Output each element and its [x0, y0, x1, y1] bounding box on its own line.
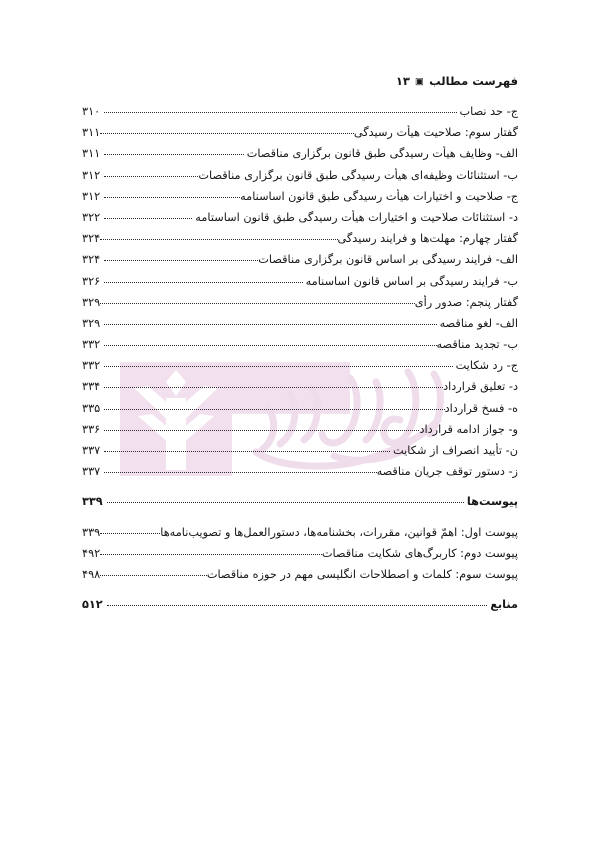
running-head-title: فهرست مطالب	[429, 74, 518, 88]
toc-entry-title: گفتار پنجم: صدور رأی	[414, 295, 518, 309]
toc-entry-page-number: ۳۲۹	[82, 316, 101, 330]
toc-dot-leader	[104, 210, 192, 221]
toc-entry[interactable]	[82, 525, 518, 546]
toc-entry-title: د- استثنائات صلاحیت و اختیارات هیأت رسیدگی طبق قانون اساستامه	[195, 210, 518, 224]
toc-dot-leader	[104, 189, 240, 200]
toc-entry[interactable]	[82, 337, 518, 358]
toc-entry[interactable]	[82, 210, 518, 231]
toc-entry[interactable]	[82, 104, 518, 125]
toc-entry-page-number: ۴۹۸	[82, 567, 101, 581]
toc-entry-title: ج- رد شکایت	[455, 359, 518, 373]
toc-entry-title: ن- تأیید انصراف از شکایت	[393, 444, 518, 457]
toc-dot-leader	[104, 104, 456, 115]
toc-dot-leader	[100, 125, 354, 136]
toc-entry[interactable]	[82, 231, 518, 252]
toc-entry[interactable]	[82, 168, 518, 189]
toc-dot-leader	[100, 231, 337, 242]
toc-entry-page-number: ۳۳۲	[82, 359, 101, 373]
toc-entry[interactable]	[82, 379, 518, 400]
toc-entry[interactable]	[82, 295, 518, 316]
toc-dot-leader	[104, 274, 302, 285]
toc-entry[interactable]	[82, 252, 518, 273]
toc-dot-leader	[104, 358, 452, 369]
toc-entry[interactable]	[82, 494, 518, 515]
toc-entry-page-number: ۳۱۰	[82, 105, 101, 118]
toc-entry-page-number: ۳۳۷	[82, 444, 101, 457]
toc-entry-page-number: ۳۱۲	[82, 189, 101, 203]
toc-dot-leader	[104, 252, 258, 263]
toc-entry-page-number: ۳۳۹	[82, 495, 103, 509]
toc-entry-title: د- تعلیق قرارداد	[443, 380, 518, 394]
toc-entry-title: ب- استثنائات وظیفه‌ای هیأت رسیدگی طبق قانون برگزاری مناقصات	[198, 168, 518, 182]
toc-entry-title: الف- فرایند رسیدگی بر اساس قانون برگزاری مناقصات	[258, 253, 518, 267]
toc-entry-title: ج- حد نصاب	[459, 105, 518, 118]
toc-dot-leader	[104, 316, 436, 327]
toc-entry-page-number: ۳۳۲	[82, 338, 101, 352]
toc-entry-page-number: ۳۲۲	[82, 210, 101, 224]
toc-entry-page-number: ۳۳۶	[82, 422, 101, 436]
toc-entry-page-number: ۳۳۴	[82, 380, 101, 394]
toc-entry[interactable]	[82, 189, 518, 210]
toc-entry[interactable]	[82, 125, 518, 146]
toc-entry-title: پیوست‌ها	[466, 495, 518, 509]
toc-entry-title: ب- فرایند رسیدگی بر اساس قانون اساسنامه	[305, 274, 518, 288]
toc-entry-page-number: ۳۱۲	[82, 168, 101, 182]
toc-entry-title: پیوست دوم: کاربرگ‌های شکایت مناقصات	[321, 546, 518, 560]
toc-entry[interactable]	[82, 401, 518, 422]
toc-dot-leader	[100, 525, 160, 536]
toc-entry[interactable]	[82, 546, 518, 567]
toc-entry-page-number: ۳۳۹	[82, 525, 101, 539]
toc-entry-title: الف- وظایف هیأت رسیدگی طبق قانون برگزاری مناقصات	[246, 147, 518, 161]
toc-dot-leader	[107, 494, 464, 505]
toc-entry-page-number: ۳۳۵	[82, 401, 101, 415]
toc-entry[interactable]	[82, 316, 518, 337]
toc-entry-title: الف- لغو مناقصه	[439, 316, 518, 330]
toc-entry-title: و- جواز ادامه قرارداد	[419, 422, 518, 436]
toc-entry-title: ب- تجدید مناقصه	[436, 338, 518, 352]
toc-entry-title: پیوست سوم: کلمات و اصطلاحات انگلیسی مهم در حوزه مناقصات	[206, 567, 518, 581]
toc-entry-page-number: ۴۹۲	[82, 546, 101, 560]
toc-dot-leader	[104, 464, 376, 475]
toc-dot-leader	[104, 168, 198, 179]
toc-dot-leader	[104, 379, 443, 390]
toc-dot-leader	[104, 401, 444, 412]
ornament-icon: ▣	[414, 75, 425, 87]
toc-entry-title: ج- صلاحیت و اختیارات هیأت رسیدگی طبق قانون اساسنامه	[240, 189, 518, 203]
toc-entry[interactable]	[82, 567, 518, 588]
toc-entry[interactable]	[82, 464, 518, 485]
toc-entry[interactable]	[82, 146, 518, 167]
toc-entry-title: پیوست اول: اهمّ قوانین، مقررات، بخشنامه‌ها، دستورالعمل‌ها و تصویب‌نامه‌ها	[160, 525, 518, 539]
toc-dot-leader	[104, 422, 419, 433]
toc-entry-page-number: ۳۱۱	[82, 126, 101, 140]
toc-entry[interactable]	[82, 274, 518, 295]
toc-entry-page-number: ۵۱۲	[82, 598, 103, 612]
toc-entry-title: گفتار چهارم: مهلت‌ها و فرایند رسیدگی	[337, 232, 518, 246]
toc-dot-leader	[100, 295, 415, 306]
toc-entry[interactable]	[82, 443, 518, 464]
toc-entry-title: گفتار سوم: صلاحیت هیأت رسیدگی	[353, 126, 518, 140]
toc-entry-page-number: ۳۲۴	[82, 253, 101, 267]
toc-entry-page-number: ۳۲۹	[82, 295, 101, 309]
toc-entry-page-number: ۳۳۷	[82, 465, 101, 479]
running-head-page-number: ۱۳	[395, 74, 410, 88]
toc-entry[interactable]	[82, 422, 518, 443]
toc-dot-leader	[107, 597, 488, 608]
toc-entry-title: ز- دستور توقف جریان مناقصه	[376, 465, 518, 479]
toc-entry[interactable]	[82, 358, 518, 379]
toc-dot-leader	[104, 146, 244, 157]
toc-dot-leader	[100, 567, 207, 578]
toc-entry[interactable]	[82, 597, 518, 618]
table-of-contents	[82, 104, 518, 618]
toc-entry-page-number: ۳۲۴	[82, 232, 101, 246]
toc-dot-leader	[104, 443, 390, 454]
toc-entry-page-number: ۳۱۱	[82, 147, 101, 161]
toc-dot-leader	[104, 337, 436, 348]
toc-entry-title: منابع	[490, 598, 518, 612]
toc-entry-title: ه- فسخ قرارداد	[444, 401, 518, 415]
toc-entry-page-number: ۳۲۶	[82, 274, 101, 288]
running-head	[82, 74, 518, 88]
toc-dot-leader	[100, 546, 322, 557]
